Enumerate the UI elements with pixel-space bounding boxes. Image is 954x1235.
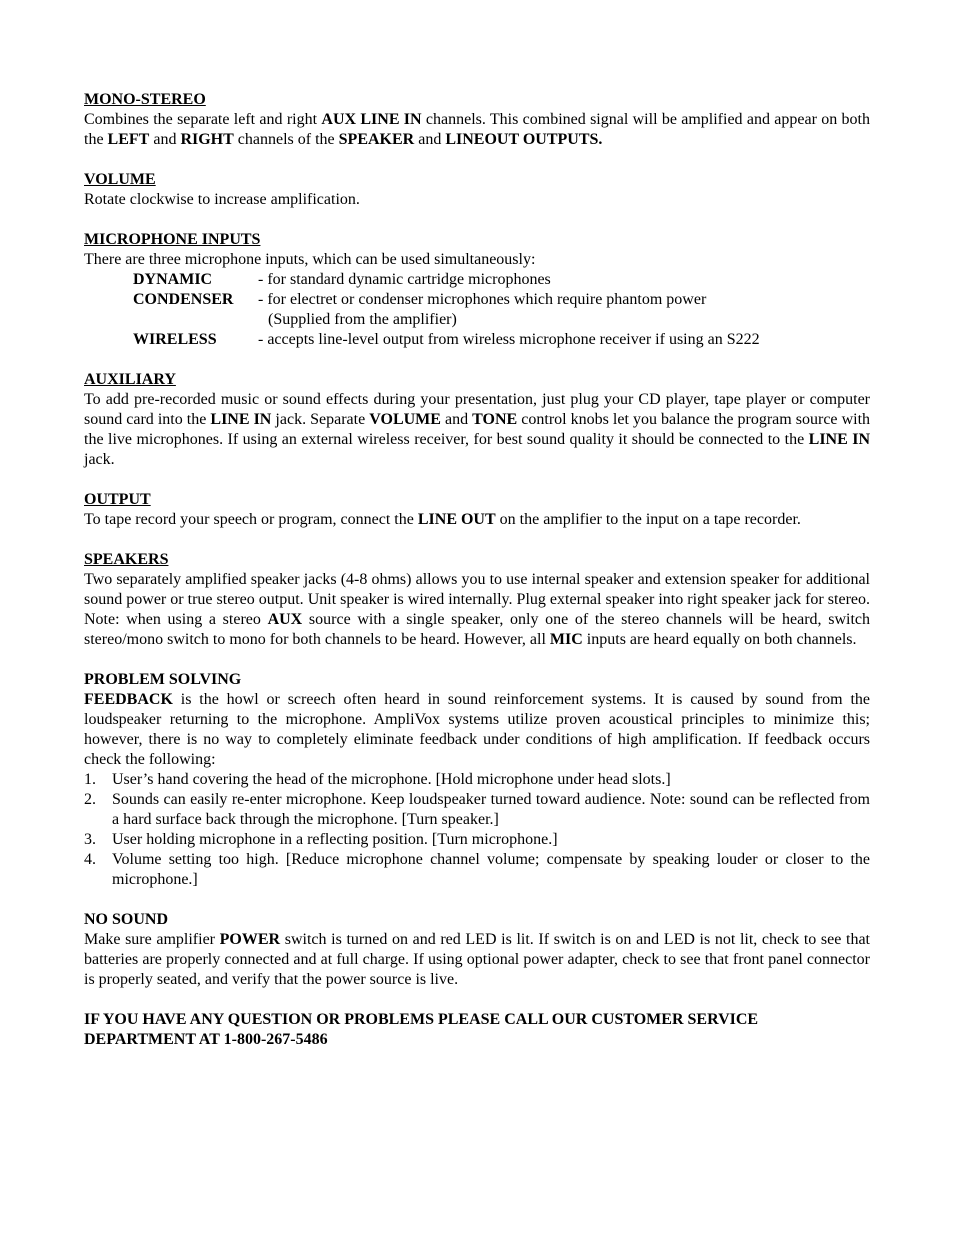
microphone-inputs-intro: There are three microphone inputs, which can be used simultaneously: xyxy=(84,251,536,268)
heading-problem-solving: PROBLEM SOLVING xyxy=(84,671,242,688)
no-sound-text: Make sure amplifier POWER switch is turned on and red LED is lit. If switch is on and LED is not lit, check to see that batteries are properly connected and at full charge. If using optional power adapter, check to see that front panel connector is properly seated, and verify that the power source is live. xyxy=(84,931,870,988)
contact-line-1: IF YOU HAVE ANY QUESTION OR PROBLEMS PLEASE CALL OUR CUSTOMER SERVICE xyxy=(84,1011,759,1028)
feedback-text: FEEDBACK is the howl or screech often heard in sound reinforcement systems. It is caused by sound from the loudspeaker returning to the microphone. AmpliVox systems utilize proven acoustical principles to minimize this; however, there is no way to completely eliminate feedback under conditions of high amplification. If feedback occurs check the following: xyxy=(84,691,870,768)
output-text: To tape record your speech or program, connect the LINE OUT on the amplifier to the input on a tape recorder. xyxy=(84,511,801,528)
section-microphone-inputs xyxy=(84,230,870,350)
section-speakers xyxy=(84,550,870,650)
mic-row-condenser xyxy=(133,290,870,310)
heading-microphone-inputs: MICROPHONE INPUTS xyxy=(84,231,261,248)
contact-line-2: DEPARTMENT AT 1-800-267-5486 xyxy=(84,1031,328,1048)
mic-condenser-continuation: (Supplied from the amplifier) xyxy=(268,311,457,328)
section-no-sound xyxy=(84,910,870,990)
list-item: 3. User holding microphone in a reflecting position. [Turn microphone.] xyxy=(84,831,558,848)
heading-mono-stereo: MONO-STEREO xyxy=(84,91,206,108)
heading-speakers: SPEAKERS xyxy=(84,551,169,568)
section-problem-solving xyxy=(84,670,870,890)
list-item: 2. Sounds can easily re-enter microphone. Keep loudspeaker turned toward audience. Note: sound can be reflected from a hard surface back through the microphone. [Turn speaker.] xyxy=(84,791,870,828)
mic-row-dynamic xyxy=(133,270,870,290)
heading-volume: VOLUME xyxy=(84,171,156,188)
heading-auxiliary: AUXILIARY xyxy=(84,371,176,388)
list-item: 1. User’s hand covering the head of the microphone. [Hold microphone under head slots.] xyxy=(84,771,671,788)
document-page xyxy=(84,90,870,1070)
section-mono-stereo xyxy=(84,90,870,150)
mic-desc: - for electret or condenser microphones which require phantom power xyxy=(258,291,707,308)
mic-desc: - for standard dynamic cartridge microphones xyxy=(258,271,551,288)
mic-name: CONDENSER xyxy=(133,291,234,308)
volume-text: Rotate clockwise to increase amplification. xyxy=(84,191,360,208)
section-output xyxy=(84,490,870,530)
list-item: 4. Volume setting too high. [Reduce microphone channel volume; compensate by speaking louder or closer to the microphone.] xyxy=(84,851,870,888)
section-contact xyxy=(84,1010,870,1050)
mono-stereo-text: Combines the separate left and right AUX LINE IN channels. This combined signal will be amplified and appear on both the LEFT and RIGHT channels of the SPEAKER and LINEOUT OUTPUTS. xyxy=(84,111,870,148)
auxiliary-text: To add pre-recorded music or sound effects during your presentation, just plug your CD player, tape player or computer sound card into the LINE IN jack. Separate VOLUME and TONE control knobs let you balance the program source with the live microphones. If using an external wireless receiver, for best sound quality it should be connected to the LINE IN jack. xyxy=(84,391,871,468)
feedback-checklist xyxy=(84,770,870,890)
mic-name: DYNAMIC xyxy=(133,271,213,288)
section-volume xyxy=(84,170,870,210)
heading-output: OUTPUT xyxy=(84,491,151,508)
mic-row-wireless xyxy=(133,330,870,350)
speakers-text: Two separately amplified speaker jacks (4-8 ohms) allows you to use internal speaker and extension speaker for additional sound power or true stereo output. Unit speaker is wired internally. Plug external speaker into right speaker jack for stereo. Note: when using a stereo AUX source with a single speaker, only one of the stereo channels will be heard, switch stereo/mono switch to mono for both channels to be heard. However, all MIC inputs are heard equally on both channels. xyxy=(84,571,871,648)
heading-no-sound: NO SOUND xyxy=(84,911,169,928)
section-auxiliary xyxy=(84,370,870,470)
mic-desc: - accepts line-level output from wireless microphone receiver if using an S222 xyxy=(258,331,760,348)
mic-name: WIRELESS xyxy=(133,331,217,348)
